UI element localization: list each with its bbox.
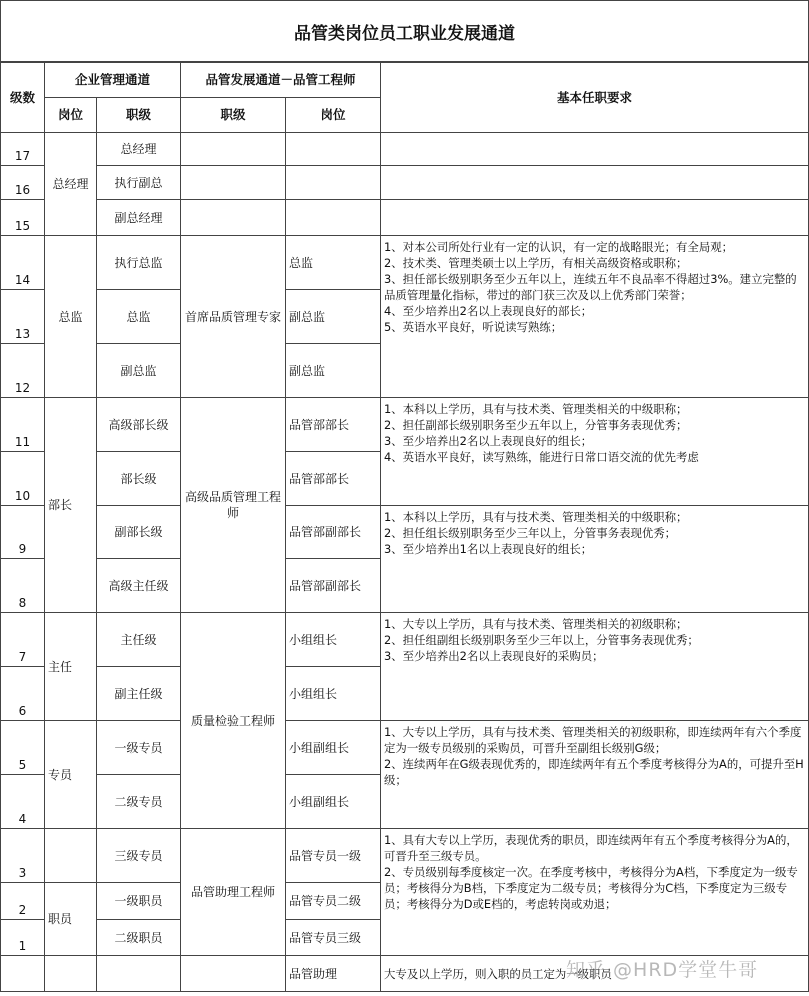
qc-post-empty [286, 133, 381, 166]
mgmt-rank: 部长级 [97, 452, 181, 506]
qc-post: 品管专员一级 [286, 829, 381, 883]
level-cell: 7 [1, 613, 45, 667]
watermark: 知乎 @HRD学堂牛哥 [566, 959, 759, 981]
qc-post: 品管部副部长 [286, 559, 381, 613]
level-cell: 5 [1, 721, 45, 775]
qc-post: 小组组长 [286, 667, 381, 721]
level-cell: 2 [1, 883, 45, 920]
mgmt-post-head: 部长 [45, 398, 97, 613]
qc-rank-chief: 首席品质管理专家 [181, 236, 286, 398]
qc-post: 品管专员二级 [286, 883, 381, 920]
level-cell: 3 [1, 829, 45, 883]
requirements-assistant: 大专及以上学历，则入职的员工定为一级职员 [381, 956, 809, 992]
mgmt-rank: 高级部长级 [97, 398, 181, 452]
mgmt-rank: 二级职员 [97, 920, 181, 956]
mgmt-post-empty [45, 829, 97, 883]
header-qc-rank: 职级 [181, 98, 286, 133]
header-requirements: 基本任职要求 [381, 63, 809, 133]
mgmt-post-supervisor: 主任 [45, 613, 97, 721]
mgmt-post-clerk: 职员 [45, 883, 97, 956]
mgmt-rank: 总经理 [97, 133, 181, 166]
qc-post: 品管部副部长 [286, 506, 381, 559]
level-cell: 16 [1, 166, 45, 200]
career-path-table [0, 62, 809, 992]
mgmt-rank: 一级职员 [97, 883, 181, 920]
mgmt-post-gm: 总经理 [45, 133, 97, 236]
qc-post: 副总监 [286, 290, 381, 344]
qc-post-empty [286, 200, 381, 236]
mgmt-post-specialist: 专员 [45, 721, 97, 829]
sheet-title: 品管类岗位员工职业发展通道 [0, 0, 809, 62]
qc-post: 品管部部长 [286, 398, 381, 452]
mgmt-rank: 副部长级 [97, 506, 181, 559]
mgmt-rank: 高级主任级 [97, 559, 181, 613]
header-mgmt-channel: 企业管理通道 [45, 63, 181, 98]
mgmt-rank: 三级专员 [97, 829, 181, 883]
requirements-director: 1、对本公司所处行业有一定的认识，有一定的战略眼光；有全局观； 2、技术类、管理类硕士以上学历，有相关高级资格或职称； 3、担任部长级别职务至少五年以上，连续五年不良品率不得超过3%。建立完整的品质管理量化指标，带过的部门获三次及以上优秀部门荣誉； 4、至少培养出2名以上表现良好的部长； 5、英语水平良好，听说读写熟练； [381, 236, 809, 398]
qc-post: 小组副组长 [286, 721, 381, 775]
requirements-empty [381, 200, 809, 236]
qc-rank-empty [181, 200, 286, 236]
level-cell: 15 [1, 200, 45, 236]
level-cell: 12 [1, 344, 45, 398]
header-mgmt-rank: 职级 [97, 98, 181, 133]
level-cell: 14 [1, 236, 45, 290]
qc-rank-senior: 高级品质管理工程师 [181, 398, 286, 613]
qc-post: 品管专员三级 [286, 920, 381, 956]
qc-rank-empty [181, 956, 286, 992]
qc-rank-inspection: 质量检验工程师 [181, 613, 286, 829]
header-mgmt-post: 岗位 [45, 98, 97, 133]
requirements-leader: 1、大专以上学历，具有与技术类、管理类相关的初级职称； 2、担任组副组长级别职务至少三年以上，分管事务表现优秀； 3、至少培养出2名以上表现良好的采购员； [381, 613, 809, 721]
qc-post: 总监 [286, 236, 381, 290]
mgmt-rank: 副主任级 [97, 667, 181, 721]
requirements-specialist: 1、大专以上学历，具有与技术类、管理类相关的初级职称，即连续两年有六个季度定为一级专员级别的采购员，可晋升至副组长级别G级； 2、连续两年在G级表现优秀的，即连续两年有五个季度考核得分为A的，可提升至H级； [381, 721, 809, 829]
requirements-head: 1、本科以上学历，具有与技术类、管理类相关的中级职称； 2、担任副部长级别职务至少五年以上，分管事务表现优秀； 3、至少培养出2名以上表现良好的组长； 4、英语水平良好，读写熟练，能进行日常口语交流的优先考虑 [381, 398, 809, 506]
qc-rank-assistant: 品管助理工程师 [181, 829, 286, 956]
level-empty [1, 956, 45, 992]
qc-rank-empty [181, 133, 286, 166]
qc-post: 品管助理 [286, 956, 381, 992]
requirements-empty [381, 166, 809, 200]
qc-post: 副总监 [286, 344, 381, 398]
level-cell: 11 [1, 398, 45, 452]
header-qc-channel: 品管发展通道－品管工程师 [181, 63, 381, 98]
mgmt-rank: 副总监 [97, 344, 181, 398]
mgmt-post-director: 总监 [45, 236, 97, 398]
level-cell: 9 [1, 506, 45, 559]
requirements-deputy: 1、本科以上学历，具有与技术类、管理类相关的中级职称； 2、担任组长级别职务至少三年以上，分管事务表现优秀； 3、至少培养出1名以上表现良好的组长； [381, 506, 809, 613]
mgmt-rank: 执行总监 [97, 236, 181, 290]
level-cell: 17 [1, 133, 45, 166]
qc-post-empty [286, 166, 381, 200]
qc-rank-empty [181, 166, 286, 200]
level-cell: 13 [1, 290, 45, 344]
mgmt-rank: 主任级 [97, 613, 181, 667]
mgmt-rank-empty [97, 956, 181, 992]
header-level: 级数 [1, 63, 45, 133]
mgmt-rank: 副总经理 [97, 200, 181, 236]
level-cell: 4 [1, 775, 45, 829]
level-cell: 8 [1, 559, 45, 613]
mgmt-rank: 总监 [97, 290, 181, 344]
requirements-empty [381, 133, 809, 166]
qc-post: 小组副组长 [286, 775, 381, 829]
mgmt-post-empty [45, 956, 97, 992]
qc-post: 品管部部长 [286, 452, 381, 506]
qc-post: 小组组长 [286, 613, 381, 667]
mgmt-rank: 执行副总 [97, 166, 181, 200]
level-cell: 10 [1, 452, 45, 506]
mgmt-rank: 一级专员 [97, 721, 181, 775]
mgmt-rank: 二级专员 [97, 775, 181, 829]
requirements-clerk: 1、具有大专以上学历，表现优秀的职员，即连续两年有五个季度考核得分为A的，可晋升至三级专员。 2、专员级别每季度核定一次。在季度考核中，考核得分为A档，下季度定为一级专员；考核得分为B档，下季度定为二级专员；考核得分为C档，下季度定为三级专员；考核得分为D或E档的，考虑转岗或劝退； [381, 829, 809, 956]
level-cell: 6 [1, 667, 45, 721]
header-qc-post: 岗位 [286, 98, 381, 133]
level-cell: 1 [1, 920, 45, 956]
